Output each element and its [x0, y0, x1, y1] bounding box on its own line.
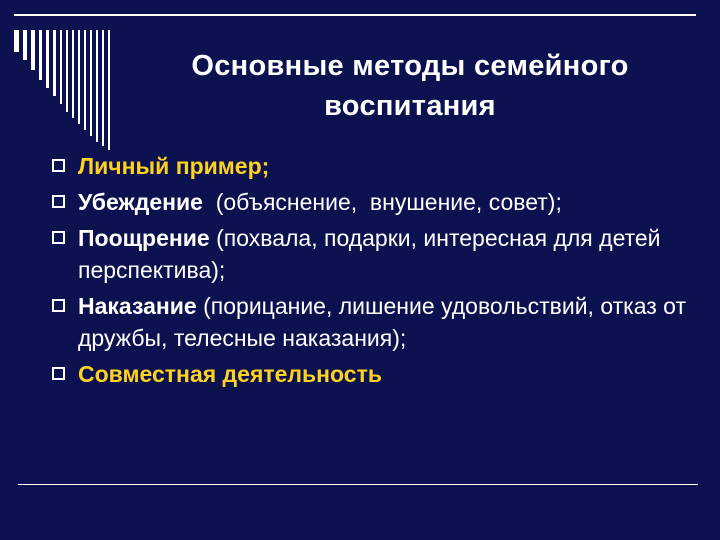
- list-item: [48, 222, 708, 286]
- list-item-detail: (объяснение, внушение, совет);: [202, 189, 562, 215]
- slide-title: [130, 46, 690, 126]
- list-item-term: Совместная деятельность: [78, 361, 382, 387]
- square-bullet-icon: [52, 299, 65, 312]
- list-item-term: Личный пример;: [78, 153, 270, 179]
- title-line-1: Основные методы семейного: [191, 50, 629, 82]
- title-line-2: воспитания: [324, 90, 496, 122]
- list-item: [48, 358, 708, 390]
- methods-list: [48, 150, 708, 394]
- list-item: [48, 186, 708, 218]
- bottom-rule: [18, 484, 698, 485]
- list-item-term: Наказание: [78, 293, 197, 319]
- top-rule: [14, 14, 696, 16]
- decorative-bars-graphic: [14, 30, 124, 150]
- square-bullet-icon: [52, 367, 65, 380]
- list-item: [48, 290, 708, 354]
- list-item-term: Поощрение: [78, 225, 210, 251]
- square-bullet-icon: [52, 231, 65, 244]
- square-bullet-icon: [52, 195, 65, 208]
- square-bullet-icon: [52, 159, 65, 172]
- list-item-detail: (похвала, подарки, интересная для детей перспектива);: [78, 225, 661, 283]
- list-item-term: Убеждение: [78, 189, 203, 215]
- list-item-detail: (порицание, лишение удовольствий, отказ от дружбы, телесные наказания);: [78, 293, 687, 351]
- list-item: [48, 150, 708, 182]
